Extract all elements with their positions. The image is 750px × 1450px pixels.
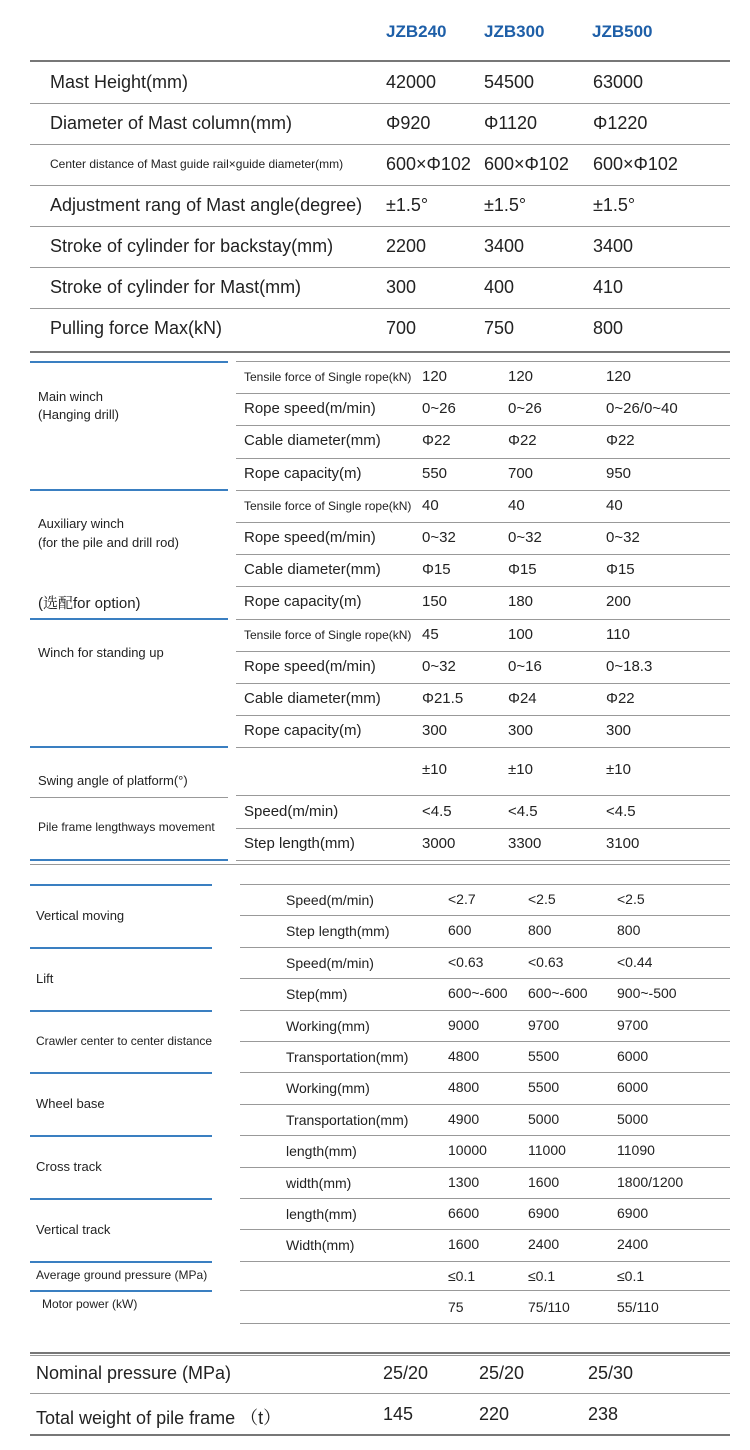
row-divider [30, 144, 730, 145]
spec-value: 9700 [617, 1016, 649, 1033]
row-divider [236, 586, 730, 587]
section-divider [30, 1355, 730, 1356]
spec-value: 950 [606, 464, 632, 482]
section-divider [30, 864, 730, 865]
spec-value: 0~16 [508, 657, 542, 675]
spec-value: <2.7 [448, 891, 476, 907]
spec-label: Stroke of cylinder for Mast(mm) [50, 277, 302, 297]
spec-value: 3100 [606, 835, 640, 852]
spec-value: 25/20 [479, 1363, 525, 1383]
section-divider [30, 351, 730, 353]
spec-label: Tensile force of Single rope(kN) [244, 370, 412, 384]
spec-value: <4.5 [508, 803, 538, 820]
spec-value: 300 [508, 722, 534, 740]
row-divider [240, 1323, 730, 1324]
spec-value: 300 [422, 722, 448, 740]
spec-label: Speed(m/min) [286, 954, 374, 971]
spec-value: 1300 [448, 1173, 480, 1190]
spec-value: 6000 [617, 1079, 649, 1096]
spec-label: Rope speed(m/min) [244, 400, 376, 418]
spec-label: Speed(m/min) [244, 803, 339, 820]
spec-label: Total weight of pile frame （t） [36, 1408, 282, 1428]
spec-value: Φ1220 [593, 113, 648, 133]
spec-label: Mast Height(mm) [50, 72, 189, 92]
group-divider [30, 884, 212, 886]
header-jzb300: JZB300 [484, 22, 545, 41]
spec-value: <4.5 [606, 803, 636, 820]
group-label: Wheel base [36, 1096, 105, 1112]
spec-value: 0~32 [422, 657, 456, 675]
row-divider [240, 978, 730, 979]
spec-value: 3300 [508, 835, 542, 852]
spec-value: <2.5 [617, 891, 645, 907]
spec-label: Speed(m/min) [286, 892, 374, 908]
spec-value: 120 [606, 368, 632, 385]
spec-value: <4.5 [422, 803, 452, 820]
spec-value: 0~26 [422, 400, 456, 418]
spec-value: 2400 [528, 1236, 560, 1253]
row-divider [30, 1393, 730, 1394]
group-divider [30, 1135, 212, 1137]
row-divider [236, 828, 730, 829]
spec-value: Φ22 [422, 432, 451, 450]
spec-value: 11090 [617, 1142, 655, 1159]
row-divider [236, 651, 730, 652]
spec-value: 63000 [593, 72, 644, 92]
spec-value: 100 [508, 625, 534, 643]
spec-value: 11000 [528, 1142, 566, 1159]
group-divider [30, 1261, 212, 1263]
spec-value: 6900 [617, 1205, 649, 1221]
spec-value: 5000 [617, 1110, 649, 1127]
spec-value: 4900 [448, 1110, 480, 1127]
row-divider [30, 103, 730, 104]
spec-label: Motor power (kW) [42, 1296, 138, 1311]
spec-label: Stroke of cylinder for backstay(mm) [50, 236, 334, 256]
row-divider [240, 1198, 730, 1199]
spec-value: 400 [484, 277, 515, 297]
group-divider [30, 1198, 212, 1200]
row-divider [240, 884, 730, 885]
group-label: Crawler center to center distance [36, 1033, 213, 1048]
spec-value: 40 [606, 496, 623, 514]
spec-value: 600×Φ102 [484, 154, 569, 174]
group-label: Main winch [38, 389, 104, 404]
spec-value: 6900 [528, 1205, 560, 1221]
spec-value: 4800 [448, 1048, 480, 1064]
group-note: (选配for option) [38, 595, 141, 612]
row-divider [240, 1072, 730, 1073]
divider [30, 60, 730, 62]
row-divider [30, 1434, 730, 1436]
spec-value: 0~26 [508, 400, 542, 418]
spec-label: Tensile force of Single rope(kN) [244, 498, 412, 513]
spec-value: ≤0.1 [448, 1267, 476, 1284]
spec-label: Step length(mm) [286, 923, 390, 940]
row-divider [240, 1290, 730, 1291]
spec-value: ±1.5° [593, 195, 636, 215]
spec-value: 5500 [528, 1079, 560, 1096]
spec-value: Φ21.5 [422, 690, 464, 707]
row-divider [236, 425, 730, 426]
spec-value: 40 [508, 496, 525, 514]
row-divider [236, 458, 730, 459]
spec-value: <0.44 [617, 953, 653, 970]
spec-label: Rope speed(m/min) [244, 657, 376, 675]
spec-value: 550 [422, 464, 448, 482]
row-divider [236, 795, 730, 796]
spec-label: Adjustment rang of Mast angle(degree) [50, 195, 363, 215]
spec-value: 120 [508, 368, 534, 385]
spec-value: 1800/1200 [617, 1173, 684, 1190]
spec-value: 180 [508, 593, 534, 611]
spec-value: 600~-600 [448, 985, 508, 1002]
spec-label: Cable diameter(mm) [244, 561, 381, 579]
group-label: Auxiliary winch [38, 516, 124, 531]
spec-label: Tensile force of Single rope(kN) [244, 627, 412, 642]
group-label: (for the pile and drill rod) [38, 535, 179, 550]
row-divider [240, 947, 730, 948]
spec-label: Rope capacity(m) [244, 464, 362, 482]
spec-value: 75 [448, 1298, 464, 1315]
row-divider [240, 1010, 730, 1011]
row-divider [240, 1229, 730, 1230]
group-divider [30, 947, 212, 949]
group-label: (Hanging drill) [38, 407, 119, 422]
row-divider [236, 554, 730, 555]
spec-value: Φ22 [606, 690, 635, 707]
spec-label: Working(mm) [286, 1080, 370, 1097]
spec-label: Diameter of Mast column(mm) [50, 113, 293, 133]
section-divider [30, 1352, 730, 1354]
group-divider [30, 1290, 212, 1292]
spec-value: Φ1120 [484, 113, 538, 133]
spec-label: Transportation(mm) [286, 1111, 409, 1128]
spec-value: 220 [479, 1404, 510, 1424]
spec-value: Φ22 [606, 432, 635, 450]
row-divider [30, 226, 730, 227]
spec-label: Nominal pressure (MPa) [36, 1363, 232, 1383]
spec-value: 42000 [386, 72, 437, 92]
spec-value: Φ15 [606, 561, 635, 579]
spec-value: <0.63 [448, 953, 484, 970]
spec-value: 3000 [422, 835, 456, 852]
spec-value: 200 [606, 593, 632, 611]
group-divider [30, 859, 228, 861]
spec-value: 0~32 [422, 529, 456, 546]
spec-value: 54500 [484, 72, 535, 92]
row-divider [236, 747, 730, 748]
row-divider [236, 683, 730, 684]
header-jzb240: JZB240 [386, 22, 447, 41]
group-label: Pile frame lengthways movement [38, 820, 215, 834]
spec-value: 800 [528, 922, 552, 939]
row-divider [30, 185, 730, 186]
row-divider [240, 1041, 730, 1042]
spec-label: Step(mm) [286, 986, 348, 1003]
spec-value: 0~18.3 [606, 657, 653, 675]
spec-label: length(mm) [286, 1206, 357, 1222]
spec-label: Pulling force Max(kN) [50, 318, 223, 338]
row-divider [236, 860, 730, 861]
spec-value: 2200 [386, 236, 427, 256]
spec-value: 300 [606, 722, 632, 740]
spec-value: ±1.5° [484, 195, 527, 215]
spec-label: Width(mm) [286, 1237, 355, 1254]
spec-value: Φ22 [508, 432, 537, 450]
spec-value: 3400 [593, 236, 634, 256]
group-divider [30, 361, 228, 363]
group-label: Vertical moving [36, 908, 125, 923]
spec-value: ≤0.1 [617, 1267, 645, 1284]
spec-label: Rope speed(m/min) [244, 529, 376, 546]
row-divider [30, 797, 228, 798]
spec-label: length(mm) [286, 1143, 357, 1160]
spec-value: ≤0.1 [528, 1267, 556, 1284]
row-divider [236, 715, 730, 716]
row-divider [240, 1135, 730, 1136]
spec-value: 6000 [617, 1048, 649, 1064]
group-divider [30, 618, 228, 620]
spec-value: 700 [386, 318, 417, 338]
spec-value: 75/110 [528, 1298, 570, 1315]
row-divider [240, 1167, 730, 1168]
row-divider [240, 915, 730, 916]
spec-value: 600~-600 [528, 985, 588, 1002]
spec-label: Center distance of Mast guide rail×guide diameter(mm) [50, 157, 344, 171]
row-divider [236, 522, 730, 523]
spec-value: 300 [386, 277, 417, 297]
spec-value: 0~32 [508, 529, 542, 546]
spec-label: Cable diameter(mm) [244, 690, 381, 707]
row-divider [236, 361, 730, 362]
spec-label: Step length(mm) [244, 835, 355, 852]
row-divider [236, 490, 730, 491]
group-label: Winch for standing up [38, 645, 164, 660]
group-divider [30, 746, 228, 748]
row-divider [236, 393, 730, 394]
spec-value: <0.63 [528, 953, 564, 970]
spec-value: 600 [448, 922, 472, 939]
spec-label: Rope capacity(m) [244, 722, 362, 740]
spec-label: width(mm) [286, 1174, 352, 1191]
header-jzb500: JZB500 [592, 22, 653, 41]
spec-value: ±10 [508, 761, 533, 778]
spec-value: 1600 [528, 1173, 560, 1190]
spec-value: 5500 [528, 1048, 560, 1064]
spec-value: 238 [588, 1404, 619, 1424]
group-divider [30, 1072, 212, 1074]
row-divider [240, 1104, 730, 1105]
spec-value: Φ15 [422, 561, 451, 579]
spec-value: Φ920 [386, 113, 431, 133]
spec-value: 120 [422, 368, 448, 385]
spec-value: 110 [606, 625, 630, 643]
spec-value: 0~26/0~40 [606, 400, 678, 418]
spec-label: Rope capacity(m) [244, 593, 362, 611]
spec-value: ±1.5° [386, 195, 429, 215]
row-divider [30, 267, 730, 268]
spec-value: <2.5 [528, 891, 556, 907]
spec-value: 5000 [528, 1110, 560, 1127]
spec-value: 55/110 [617, 1298, 659, 1315]
spec-value: 900~-500 [617, 985, 677, 1002]
row-divider [236, 619, 730, 620]
spec-label: Swing angle of platform(°) [38, 773, 188, 788]
spec-value: 600×Φ102 [593, 154, 678, 174]
spec-label: Average ground pressure (MPa) [36, 1267, 208, 1282]
spec-value: 700 [508, 464, 534, 482]
spec-label: Working(mm) [286, 1017, 370, 1034]
spec-value: 9700 [528, 1016, 560, 1033]
spec-label: Transportation(mm) [286, 1049, 409, 1065]
spec-value: 800 [617, 922, 641, 939]
spec-value: 25/20 [383, 1363, 429, 1383]
group-label: Cross track [36, 1159, 102, 1175]
spec-value: Φ15 [508, 561, 537, 579]
spec-value: Φ24 [508, 690, 537, 707]
spec-value: 145 [383, 1404, 414, 1424]
spec-value: 40 [422, 496, 439, 514]
group-label: Lift [36, 970, 54, 986]
spec-value: 9000 [448, 1016, 480, 1033]
spec-value: 10000 [448, 1142, 487, 1159]
row-divider [30, 308, 730, 309]
spec-value: 3400 [484, 236, 525, 256]
spec-value: 6600 [448, 1205, 480, 1221]
spec-label: Cable diameter(mm) [244, 432, 381, 450]
spec-value: 150 [422, 593, 448, 611]
spec-value: 2400 [617, 1236, 649, 1253]
spec-value: 0~32 [606, 529, 640, 546]
spec-value: ±10 [422, 761, 447, 778]
spec-value: 410 [593, 277, 624, 297]
spec-value: 4800 [448, 1079, 480, 1096]
group-label: Vertical track [36, 1222, 111, 1237]
spec-value: 800 [593, 318, 624, 338]
spec-value: 1600 [448, 1236, 480, 1253]
spec-value: 45 [422, 625, 439, 643]
row-divider [240, 1261, 730, 1262]
group-divider [30, 1010, 212, 1012]
spec-value: 750 [484, 318, 515, 338]
spec-value: 25/30 [588, 1363, 634, 1383]
spec-value: 600×Φ102 [386, 154, 471, 174]
spec-value: ±10 [606, 761, 631, 778]
group-divider [30, 489, 228, 491]
